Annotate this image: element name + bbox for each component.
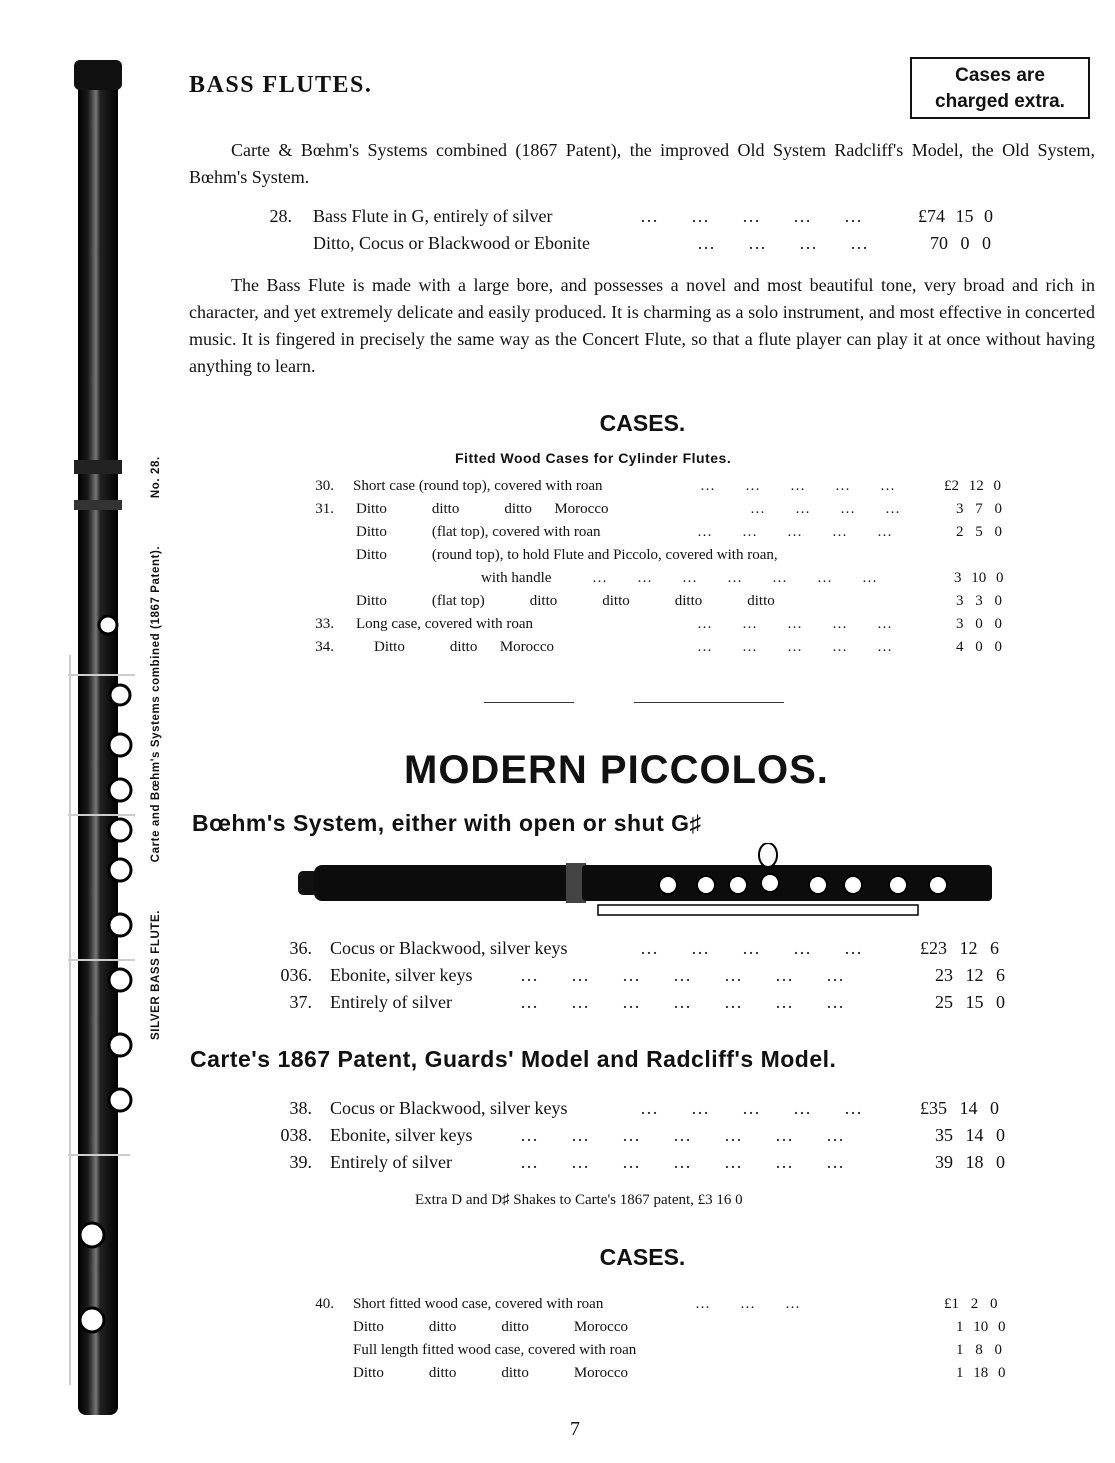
case-price: 3 3 0 [956,593,1002,609]
carte-heading: Carte's 1867 Patent, Guards' Model and Radcliff's Model. [190,1046,837,1072]
cases-extra-notice [910,57,1090,119]
notice-line-1: Cases are [955,65,1045,86]
item-description: Ebonite, silver keys [330,965,473,985]
item-price: £35 14 0 [920,1098,999,1118]
bass-description-text: The Bass Flute is made with a large bore, and possesses a novel and most beautiful tone, very broad and rich in character, and yet extremely delicate and easily produced. It is charming as a solo instrument, and most effective in concerted music. It is fingered in precisely the same way as the Concert Flute, so that a flute player can play it at once without having anything to learn. [189,275,1095,376]
divider [484,702,574,703]
case-price: 3 0 0 [956,616,1002,632]
item-number: 38. [289,1098,312,1118]
item-price: 25 15 0 [935,992,1005,1012]
case-price: 2 5 0 [956,524,1002,540]
case-price: 3 10 0 [954,570,1004,586]
item-description: Cocus or Blackwood, silver keys [330,1098,568,1118]
side-caption-number: No. 28. [150,456,162,499]
case-price: 1 10 0 [956,1319,1006,1335]
case-price: £2 12 0 [944,478,1001,494]
case-price: 1 18 0 [956,1365,1006,1381]
piccolos-title: MODERN PICCOLOS. [404,748,829,792]
case-price: 3 7 0 [956,501,1002,517]
cases-subheading: Fitted Wood Cases for Cylinder Flutes. [455,450,732,466]
case-description: Ditto ditto ditto Morocco [353,1319,628,1335]
bass-intro-text: Carte & Bœhm's Systems combined (1867 Patent), the improved Old System Radcliff's Model, the Old System, Bœhm's System. [189,140,1095,187]
item-price: 23 12 6 [935,965,1005,985]
side-caption [150,456,162,1040]
item-number: 39. [289,1152,312,1172]
divider [634,702,784,703]
case-number: 30. [315,478,334,494]
notice-line-2: charged extra. [935,91,1065,112]
case-number: 33. [315,616,334,632]
side-caption-title: SILVER BASS FLUTE. [150,909,162,1040]
cases-heading: CASES. [599,410,686,436]
side-caption-patent: Carte and Bœhm's Systems combined (1867 Patent). [150,545,162,863]
item-description: Entirely of silver [330,992,452,1012]
extra-shakes-note: Extra D and D♯ Shakes to Carte's 1867 patent, £3 16 0 [415,1192,743,1208]
page-number: 7 [570,1418,580,1440]
case-description: Ditto ditto ditto Morocco [356,501,609,517]
case-description: with handle [481,570,552,586]
case-description: Short fitted wood case, covered with roan [353,1296,604,1312]
item-price: £74 15 0 [918,206,993,226]
bass-flute-illustration [40,55,150,1420]
bass-description [189,272,1095,380]
item-description: Entirely of silver [330,1152,452,1172]
case-description: Ditto ditto Morocco [374,639,554,655]
bass-intro [189,137,1095,191]
item-number: 036. [280,965,312,985]
item-number: 28. [269,206,292,226]
cases-heading: CASES. [599,1244,686,1270]
case-number: 34. [315,639,334,655]
item-description: Cocus or Blackwood, silver keys [330,938,568,958]
case-price: 4 0 0 [956,639,1002,655]
item-description: Ditto, Cocus or Blackwood or Ebonite [313,233,590,253]
item-price: 39 18 0 [935,1152,1005,1172]
case-price: £1 2 0 [944,1296,998,1312]
case-price: 1 8 0 [956,1342,1002,1358]
case-description: Ditto (flat top), covered with roan [356,524,601,540]
item-description: Bass Flute in G, entirely of silver [313,206,553,226]
case-description: Ditto (flat top) ditto ditto ditto ditto [356,593,775,609]
boehm-heading: Bœhm's System, either with open or shut G♯ [192,810,702,836]
item-price: 70 0 0 [930,233,991,253]
case-description: Long case, covered with roan [356,616,534,632]
item-price: 35 14 0 [935,1125,1005,1145]
case-number: 40. [315,1296,334,1312]
piccolo-illustration [298,843,998,923]
bass-flutes-title: BASS FLUTES. [189,72,373,98]
item-number: 038. [280,1125,312,1145]
case-description: Short case (round top), covered with roan [353,478,603,494]
item-number: 37. [289,992,312,1012]
item-description: Ebonite, silver keys [330,1125,473,1145]
case-description: Ditto (round top), to hold Flute and Piccolo, covered with roan, [356,547,778,563]
case-number: 31. [315,501,334,517]
item-number: 36. [289,938,312,958]
case-description: Full length fitted wood case, covered with roan [353,1342,637,1358]
item-price: £23 12 6 [920,938,999,958]
case-description: Ditto ditto ditto Morocco [353,1365,628,1381]
